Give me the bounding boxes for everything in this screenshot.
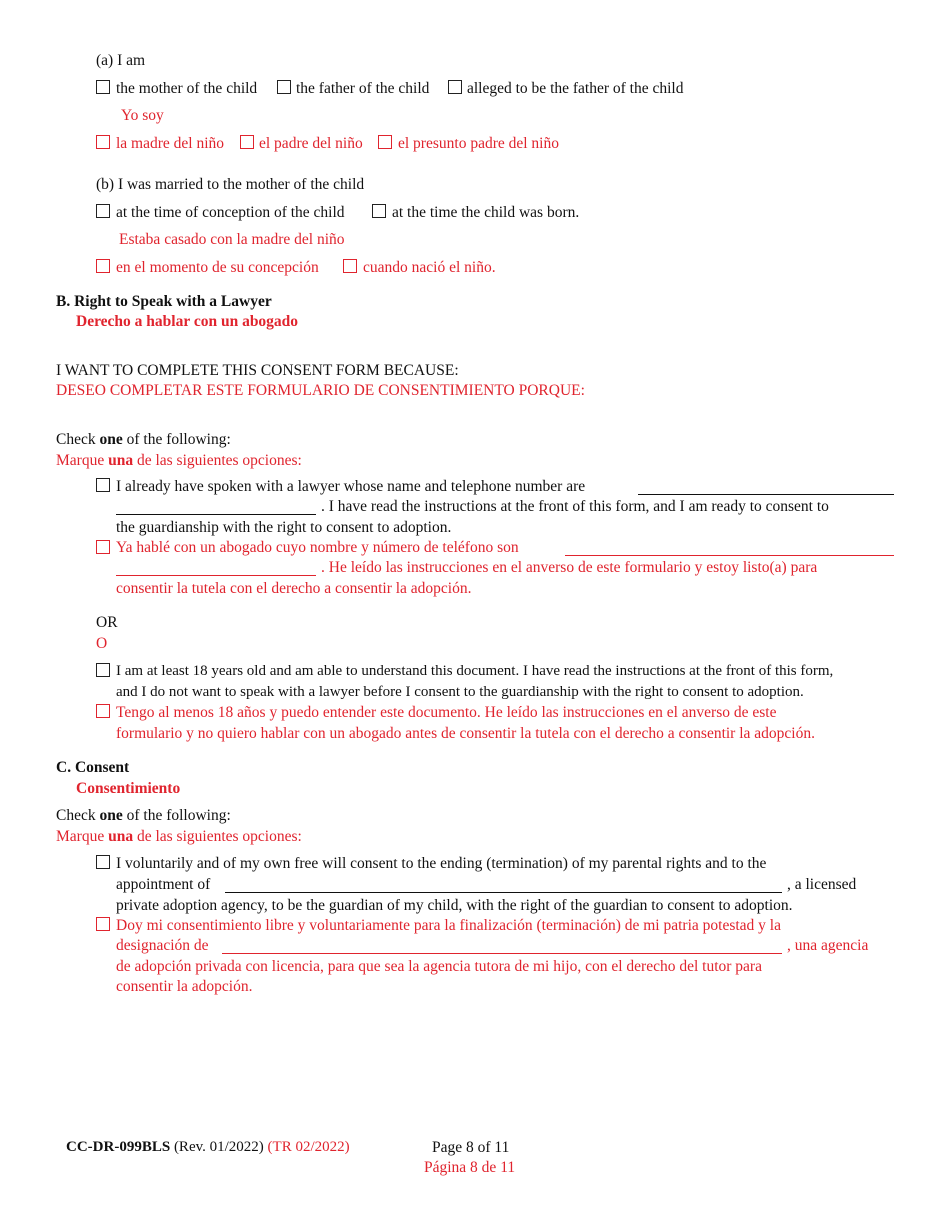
consent-line2-post: , a licensed [787, 876, 857, 893]
footer-page-number-es: Página 8 de 11 [424, 1159, 516, 1176]
label-madre: la madre del niño [116, 135, 225, 152]
checkbox-concepcion[interactable] [96, 259, 110, 273]
consentimiento-line3: de adopción privada con licencia, para que sea la agencia tutora de mi hijo, con el derecho del tutor para [116, 958, 762, 975]
label-conception: at the time of conception of the child [116, 204, 345, 221]
because-heading: I WANT TO COMPLETE THIS CONSENT FORM BECAUSE: [56, 362, 459, 379]
or-label-es: O [96, 635, 108, 652]
checkbox-alleged-father[interactable] [448, 80, 462, 94]
a-es-label: Yo soy [121, 107, 164, 124]
consentimiento-line2-pre: designación de [116, 937, 209, 954]
checkbox-madre[interactable] [96, 135, 110, 149]
check-one-instruction-c-es: Marque una de las siguientes opciones: [56, 828, 302, 845]
checkbox-born[interactable] [372, 204, 386, 218]
label-father: the father of the child [296, 80, 430, 97]
abogado-nombre-line-1[interactable] [565, 555, 894, 556]
checkbox-father[interactable] [277, 80, 291, 94]
section-b-heading: B. Right to Speak with a Lawyer [56, 293, 272, 310]
checkbox-padre[interactable] [240, 135, 254, 149]
consentimiento-line1: Doy mi consentimiento libre y voluntariamente para la finalización (terminación) de mi patria potestad y la [116, 917, 781, 934]
checkbox-spoken-with-lawyer[interactable] [96, 478, 110, 492]
label-alleged-father: alleged to be the father of the child [467, 80, 684, 97]
section-c-heading: C. Consent [56, 759, 130, 776]
abogado-nombre-line-2[interactable] [116, 575, 316, 576]
footer-form-id: CC-DR-099BLS (Rev. 01/2022) (TR 02/2022) [66, 1139, 350, 1155]
checkbox-mother[interactable] [96, 80, 110, 94]
sin-abogado-line2: formulario y no quiero hablar con un abogado antes de consentir la tutela con el derecho a consentir la adopción. [116, 725, 815, 742]
checkbox-consent[interactable] [96, 855, 110, 869]
checkbox-hable-abogado[interactable] [96, 540, 110, 554]
lawyer-name-line-1[interactable] [638, 494, 894, 495]
checkbox-sin-abogado[interactable] [96, 704, 110, 718]
no-lawyer-line2: and I do not want to speak with a lawyer before I consent to the guardianship with the right to consent to adoption. [116, 684, 804, 700]
checkbox-nacio[interactable] [343, 259, 357, 273]
label-nacio: cuando nació el niño. [363, 259, 496, 276]
checkbox-presunto-padre[interactable] [378, 135, 392, 149]
consent-line2-pre: appointment of [116, 876, 211, 893]
consent-line3: private adoption agency, to be the guardian of my child, with the right of the guardian to consent to adoption. [116, 897, 793, 914]
spoken-lawyer-line2: . I have read the instructions at the front of this form, and I am ready to consent to [321, 498, 829, 515]
checkbox-consentimiento[interactable] [96, 917, 110, 931]
consentimiento-line4: consentir la adopción. [116, 978, 253, 995]
label-padre: el padre del niño [259, 135, 363, 152]
check-one-instruction: Check one of the following: [56, 431, 231, 448]
agencia-nombre-line[interactable] [222, 953, 782, 954]
no-lawyer-line1: I am at least 18 years old and am able to understand this document. I have read the instructions at the front of this form, [116, 663, 834, 679]
consent-line1: I voluntarily and of my own free will consent to the ending (termination) of my parental rights and to the [116, 855, 767, 872]
hable-abogado-line1: Ya hablé con un abogado cuyo nombre y número de teléfono son [116, 539, 519, 556]
agency-name-line[interactable] [225, 892, 782, 893]
spoken-lawyer-line1: I already have spoken with a lawyer whose name and telephone number are [116, 478, 586, 495]
hable-abogado-line3: consentir la tutela con el derecho a consentir la adopción. [116, 580, 472, 597]
check-one-instruction-es: Marque una de las siguientes opciones: [56, 452, 302, 469]
label-born: at the time the child was born. [392, 204, 580, 221]
or-label: OR [96, 614, 118, 631]
b-label: (b) I was married to the mother of the child [96, 176, 365, 193]
checkbox-no-lawyer[interactable] [96, 663, 110, 677]
section-c-heading-es: Consentimiento [76, 780, 181, 797]
consentimiento-line2-post: , una agencia [787, 937, 869, 954]
a-label: (a) I am [96, 52, 146, 69]
checkbox-conception[interactable] [96, 204, 110, 218]
b-es-label: Estaba casado con la madre del niño [119, 231, 345, 248]
section-b-heading-es: Derecho a hablar con un abogado [76, 313, 299, 330]
sin-abogado-line1: Tengo al menos 18 años y puedo entender este documento. He leído las instrucciones en el anverso de este [116, 704, 777, 721]
hable-abogado-line2: . He leído las instrucciones en el anverso de este formulario y estoy listo(a) para [321, 559, 818, 576]
label-concepcion: en el momento de su concepción [116, 259, 319, 276]
check-one-instruction-c: Check one of the following: [56, 807, 231, 824]
footer-page-number: Page 8 of 11 [432, 1139, 510, 1156]
lawyer-name-line-2[interactable] [116, 514, 316, 515]
label-mother: the mother of the child [116, 80, 258, 97]
because-heading-es: DESEO COMPLETAR ESTE FORMULARIO DE CONSENTIMIENTO PORQUE: [56, 382, 585, 399]
spoken-lawyer-line3: the guardianship with the right to consent to adoption. [116, 519, 452, 536]
label-presunto-padre: el presunto padre del niño [398, 135, 559, 152]
